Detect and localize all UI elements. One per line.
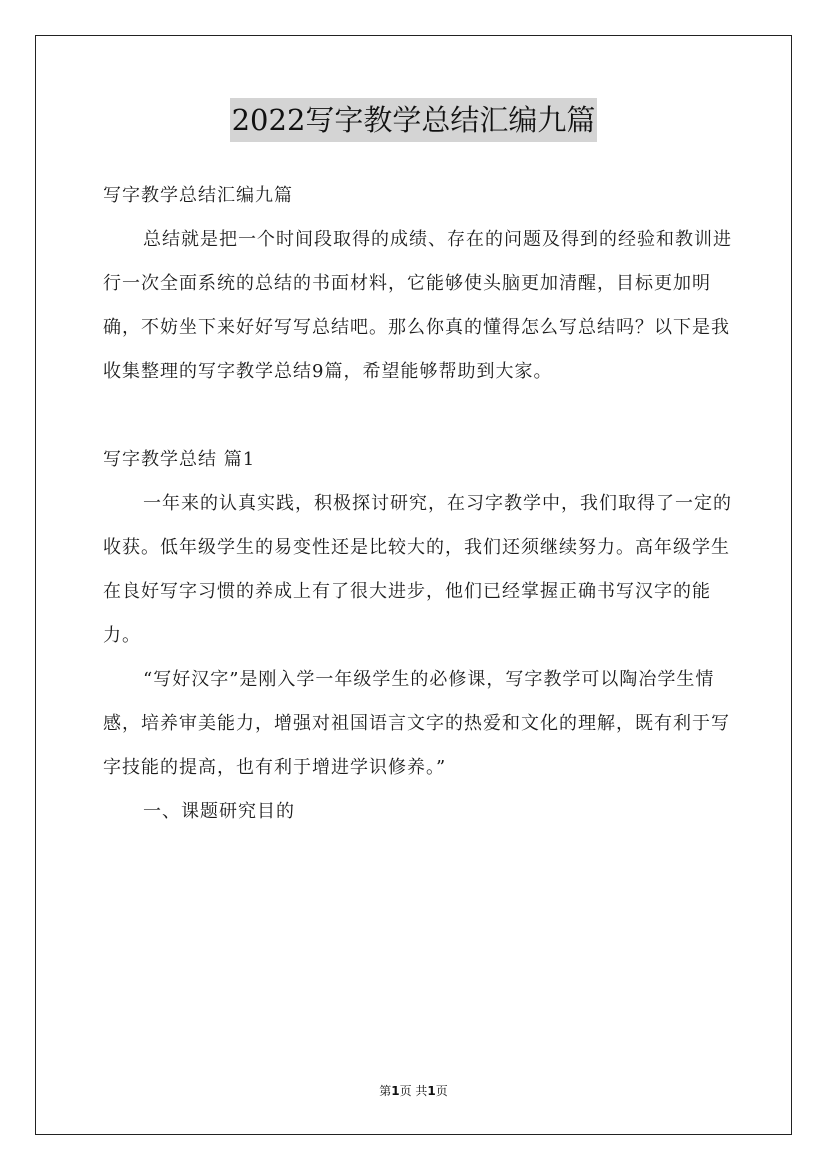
page-footer bbox=[0, 1083, 827, 1099]
blank-line bbox=[103, 394, 733, 438]
document-title: 2022写字教学总结汇编九篇 bbox=[230, 98, 598, 142]
subsection-heading: 一、课题研究目的 bbox=[143, 801, 295, 822]
footer-page-prefix: 第 bbox=[379, 1084, 392, 1098]
section-heading: 写字教学总结 篇1 bbox=[103, 449, 256, 470]
footer-page-mid: 页 共 bbox=[399, 1084, 428, 1098]
document-subtitle: 写字教学总结汇编九篇 bbox=[103, 185, 293, 206]
document-body bbox=[103, 174, 733, 834]
footer-page-suffix: 页 bbox=[435, 1084, 448, 1098]
footer-total-pages: 1 bbox=[427, 1084, 436, 1098]
body-paragraph: “写好汉字”是刚入学一年级学生的必修课，写字教学可以陶冶学生情感，培养审美能力，增强对祖国语言文字的热爱和文化的理解，既有利于写字技能的提高，也有利于增进学识修养。” bbox=[103, 669, 730, 778]
footer-current-page: 1 bbox=[391, 1084, 400, 1098]
body-paragraph: 一年来的认真实践，积极探讨研究，在习字教学中，我们取得了一定的收获。低年级学生的易变性还是比较大的，我们还须继续努力。高年级学生在良好写字习惯的养成上有了很大进步，他们已经掌握正确书写汉字的能力。 bbox=[103, 493, 732, 646]
title-container bbox=[0, 98, 827, 142]
intro-paragraph: 总结就是把一个时间段取得的成绩、存在的问题及得到的经验和教训进行一次全面系统的总结的书面材料，它能够使头脑更加清醒，目标更加明确，不妨坐下来好好写写总结吧。那么你真的懂得怎么写总结吗？以下是我收集整理的写字教学总结9篇，希望能够帮助到大家。 bbox=[103, 229, 732, 382]
